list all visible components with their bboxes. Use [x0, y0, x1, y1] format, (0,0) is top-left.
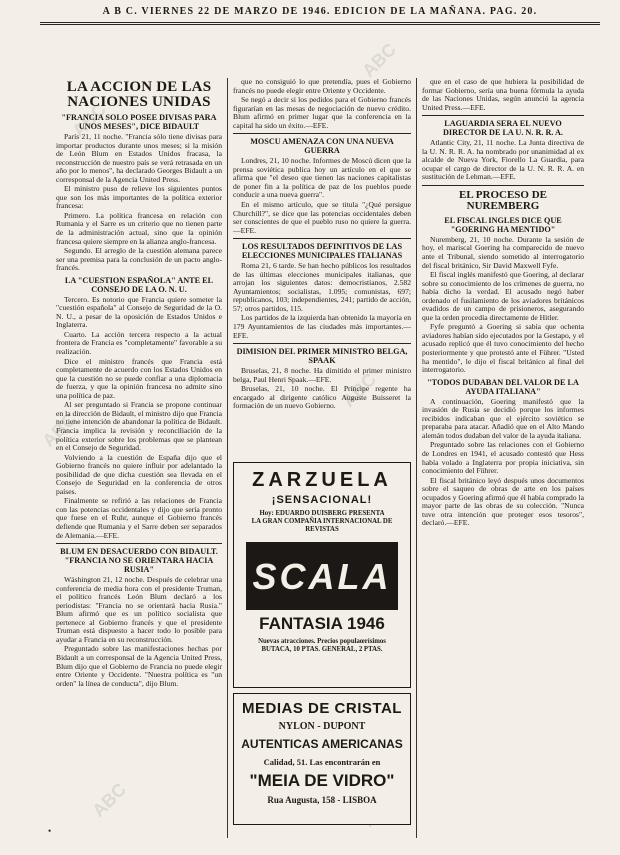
article-divider [422, 185, 584, 186]
column-2 [233, 78, 411, 456]
ad-info: Calidad, 51. Las encontrarán en [263, 757, 381, 767]
paragraph: Los partidos de la izquierda han obtenido la mayoría en 179 Ayuntamientos de las ciudades más importantes.—EFE. [233, 313, 411, 340]
paragraph: Nuremberg, 21, 10 noche. Durante la sesión de hoy, el mariscal Goering ha comparecido de nuevo ante el Tribunal, siendo sometido al interrogatorio del fiscal británico, Sir David Maxwell Fyfe. [422, 234, 584, 270]
ad-theater-name: ZARZUELA [252, 469, 392, 491]
watermark: ABC [88, 779, 131, 822]
zarzuela-advertisement [233, 462, 411, 688]
paragraph: que no consiguió lo que pretendía, pues el Gobierno francés no puede elegir entre Oriente y Occidente. [233, 78, 411, 95]
paragraph: Al ser preguntado si Francia se propone continuar en la dirección de Bidault, el ministro dijo que Francia no tiene intención de abandonar la política de Bidault. Francia implica la revisión y reconciliación de la política exterior sobre los problemas que se plantean en el Consejo de Seguridad. [56, 400, 222, 453]
article-divider [233, 238, 411, 239]
article-headline: LA "CUESTION ESPAÑOLA" ANTE EL CONSEJO DE LA O. N. U. [64, 275, 214, 294]
section-title: EL PROCESO DE NUREMBERG [458, 188, 548, 213]
paragraph: Wáshington 21, 12 noche. Después de celebrar una conferencia de media hora con el presidente Truman, el político francés León Blum declaró a los periodistas: "Francia no se orientará hacia Rusia." Blum afirmó que es un político socialista que pertenece al Gobierno francés y que el presidente Truman está dispuesto a hacer todo lo posible para ayudar a Francia en su reconstrucción. [56, 575, 222, 644]
paragraph: A continuación, Goering manifestó que la invasión de Rusia se decidió porque los informes recibidos indicaban que el ejército soviético se preparaba para atacar. Añadió que en el Alto Mando alemán todos dudaban del valor de la ayuda italiana. [422, 396, 584, 440]
paragraph: Dice el ministro francés que Francia está completamente de acuerdo con los Estados Unidos en que la cuestión no se puede confiar a una diplomacia de fuerza, y que la opinión francesa no admite sino una política de paz. [56, 356, 222, 400]
paragraph: Bruselas, 21, 8 noche. Ha dimitido el primer ministro belga, Paul Henri Spaak.—EFE. [233, 366, 411, 384]
paragraph: Primero. La política francesa en relación con Rumania y el Sarre es un criterio que no tienen parte de la administración actual, sino que la opinión francesa quiere siempre en la alianza anglo-francesa. [56, 210, 222, 246]
ad-product-title: MEDIAS DE CRISTAL [242, 700, 402, 717]
article-headline: LOS RESULTADOS DEFINITIVOS DE LAS ELECCIONES MUNICIPALES ITALIANAS [241, 242, 403, 261]
medias-advertisement [233, 693, 411, 825]
article-headline: "TODOS DUDABAN DEL VALOR DE LA AYUDA ITALIANA" [427, 377, 579, 396]
column-divider [416, 78, 417, 838]
scala-logo-banner [246, 542, 398, 610]
paragraph: Fyfe preguntó a Goering si sabía que ochenta aviadores habían sido ejecutados por la Gestapo, y el acusado replicó que él tuvo conocimiento del hecho posteriormente y que protestó ante el Führer. "Usted ha mentido", le dijo el fiscal británico al final del interrogatorio. [422, 322, 584, 375]
article-headline: EL FISCAL INGLES DICE QUE "GOERING HA MENTIDO" [444, 215, 562, 234]
ad-company: LA GRAN COMPAÑIA INTERNACIONAL DE REVISTAS [251, 518, 393, 533]
paragraph: Atlantic City, 21, 11 noche. La Junta directiva de la U. N. R. R. A. ha nombrado por unanimidad al ex alcalde de Nueva York, Fiorello La Guardia, para ocupar el cargo de director de la U. N. R. R. A. en sustitución de Lehman.—EFE. [422, 138, 584, 182]
paragraph: Cuarto. La acción tercera respecto a la actual frontera de Francia es "completamente" favorable a su realización. [56, 329, 222, 357]
ad-tagline: AUTENTICAS AMERICANAS [241, 737, 403, 751]
masthead-rule-2 [40, 24, 600, 25]
column-3 [422, 78, 584, 838]
section-title: LA ACCION DE LAS NACIONES UNIDAS [66, 79, 212, 110]
bullet-mark: • [48, 826, 52, 836]
paragraph: Londres, 21, 10 noche. Informes de Moscú dicen que la prensa soviética publica hoy un artículo en el que se afirma que "el deseo que tienen las naciones capitalistas de poner fin a la política de paz de los pueblos puede conducir a una nueva guerra". [233, 156, 411, 200]
ad-presenter: Hoy: EDUARDO DUISBERG PRESENTA [259, 510, 385, 517]
scala-logo: SCALA [252, 556, 392, 597]
article-divider [422, 115, 584, 116]
paragraph: Roma 21, 6 tarde. Se han hecho públicos los resultados de las últimas elecciones municipales italianas, que arrojan los siguientes datos: democristianos, 2.582 Ayuntamientos; socialistas, 1.095; comunistas, 697; republicanos, 103; independientes, 241; partido de acción, 57; otros partidos, 115. [233, 261, 411, 313]
column-divider [227, 78, 228, 838]
column-1 [56, 78, 222, 838]
paragraph: En el mismo artículo, que se titula "¿Qué persigue Churchill?", se dice que las potencias occidentales deben ser conscientes de que el pueblo ruso no quiere la guerra.—EFE. [233, 200, 411, 235]
watermark: ABC [68, 99, 111, 142]
watermark: ABC [38, 409, 81, 452]
masthead: A B C. VIERNES 22 DE MARZO DE 1946. EDICION DE LA MAÑANA. PAG. 20. [102, 6, 538, 17]
article-headline: DIMISION DEL PRIMER MINISTRO BELGA, SPAAK [236, 347, 408, 366]
ad-address: Rua Augusta, 158 - LISBOA [267, 795, 377, 805]
ad-brand: NYLON - DUPONT [278, 721, 366, 732]
paragraph: que en el caso de que hubiera la posibilidad de formar Gobierno, sería una buena fórmula la ayuda de las Naciones Unidas, según anunció la agencia United Press.—EFE. [422, 78, 584, 112]
paragraph: Se negó a decir si los pedidos para el Gobierno francés figurarían en las mesas de negociación de nuevo crédito. Blum afirmó en primer lugar que la conferencia en la capital ha sido un éxito.—EFE. [233, 95, 411, 130]
ad-show-title: FANTASIA 1946 [259, 614, 385, 633]
paragraph: Volviendo a la cuestión de España dijo que el Gobierno francés no quiere influir por adelantado la posibilidad de que dicha cuestión sea llevada en el Consejo de Seguridad en la conferencia de otros países. [56, 452, 222, 496]
ad-shop-name: "MEIA DE VIDRO" [249, 771, 395, 790]
watermark: ABC [338, 369, 381, 412]
paragraph: El ministro puso de relieve los siguientes puntos que son los más importantes de la política exterior francesa: [56, 184, 222, 211]
watermark: ABC [358, 39, 401, 82]
article-headline: LAGUARDIA SERA EL NUEVO DIRECTOR DE LA U. N. R. R. A. [443, 119, 563, 138]
ad-subtitle: ¡SENSACIONAL! [271, 494, 373, 506]
paragraph: El fiscal inglés manifestó que Goering, al declarar sobre su conocimiento de los crímenes de guerra, no había dicho la verdad. El acusado negó haber ordenado el fusilamiento de los aviadores británicos evadidos de un campo de prisioneros, asegurando que la orden procedía directamente de Hitler. [422, 270, 584, 322]
paragraph: Finalmente se refirió a las relaciones de Francia con las potencias occidentales y dijo que sería pronto que fuese en el Ruhr, aunque el Gobierno francés defiende que Rumania y el Sarre deben ser separados de Alemania.—EFE. [56, 496, 222, 540]
article-divider [233, 343, 411, 344]
ad-footer: Nuevas atracciones. Precios populaœrísimos [258, 638, 386, 645]
article-headline: "FRANCIA SOLO POSEE DIVISAS PARA UNOS MESES", DICE BIDAULT [61, 113, 217, 131]
paragraph: El fiscal británico leyó después unos documentos sobre el saqueo de obras de arte en los países ocupados y Goering afirmó que él había comprado la mayor parte de las obras de su colección. "Nunca tuve otra intención que proteger esos tesoros", declaró.—EFE. [422, 475, 584, 528]
paragraph: Segundo. El arreglo de la cuestión alemana parece ser una premisa para la conclusión de un pacto anglo-francés. [56, 246, 222, 273]
article-headline: MOSCU AMENAZA CON UNA NUEVA GUERRA [250, 137, 394, 156]
paragraph: París 21, 11 noche. "Francia sólo tiene divisas para importar productos durante unos meses; si la misión de León Blum en Estados Unidos fracasa, la reconstrucción de nuestro país se verá retrasada en un año por lo menos", ha declarado Georges Bidault a un corresponsal de la Agencia United Press. [56, 132, 222, 184]
masthead-rule [40, 22, 600, 23]
article-headline: BLUM EN DESACUERDO CON BIDAULT. "FRANCIA NO SE ORIENTARA HACIA RUSIA" [60, 547, 218, 575]
paragraph: Bruselas, 21, 10 noche. El Príncipe regente ha encargado al dirigente católico Auguste Buisseret la formación de un nuevo Gobierno. [233, 384, 411, 411]
article-divider [233, 133, 411, 134]
paragraph: Tercero. Es notorio que Francia quiere someter la "cuestión española" al Consejo de Seguridad de la O. N. U., a pesar de la oposición de Estados Unidos e Inglaterra. [56, 294, 222, 330]
paragraph: Preguntado sobre las relaciones con el Gobierno de Londres en 1941, el acusado contestó que Hess había volado a Inglaterra por propia iniciativa, sin conocimiento del Führer. [422, 440, 584, 476]
ad-prices: BUTACA, 10 PTAS. GENERAL, 2 PTAS. [261, 646, 383, 653]
article-divider [56, 543, 222, 544]
paragraph: Preguntado sobre las manifestaciones hechas por Bidault a un corresponsal de la Agencia United Press, Blum dijo que el Gobierno de Francia no puede elegir entre Oriente y Occidente. "Nuestra política es "un orden" la línea de conducta", dijo Blum. [56, 644, 222, 688]
